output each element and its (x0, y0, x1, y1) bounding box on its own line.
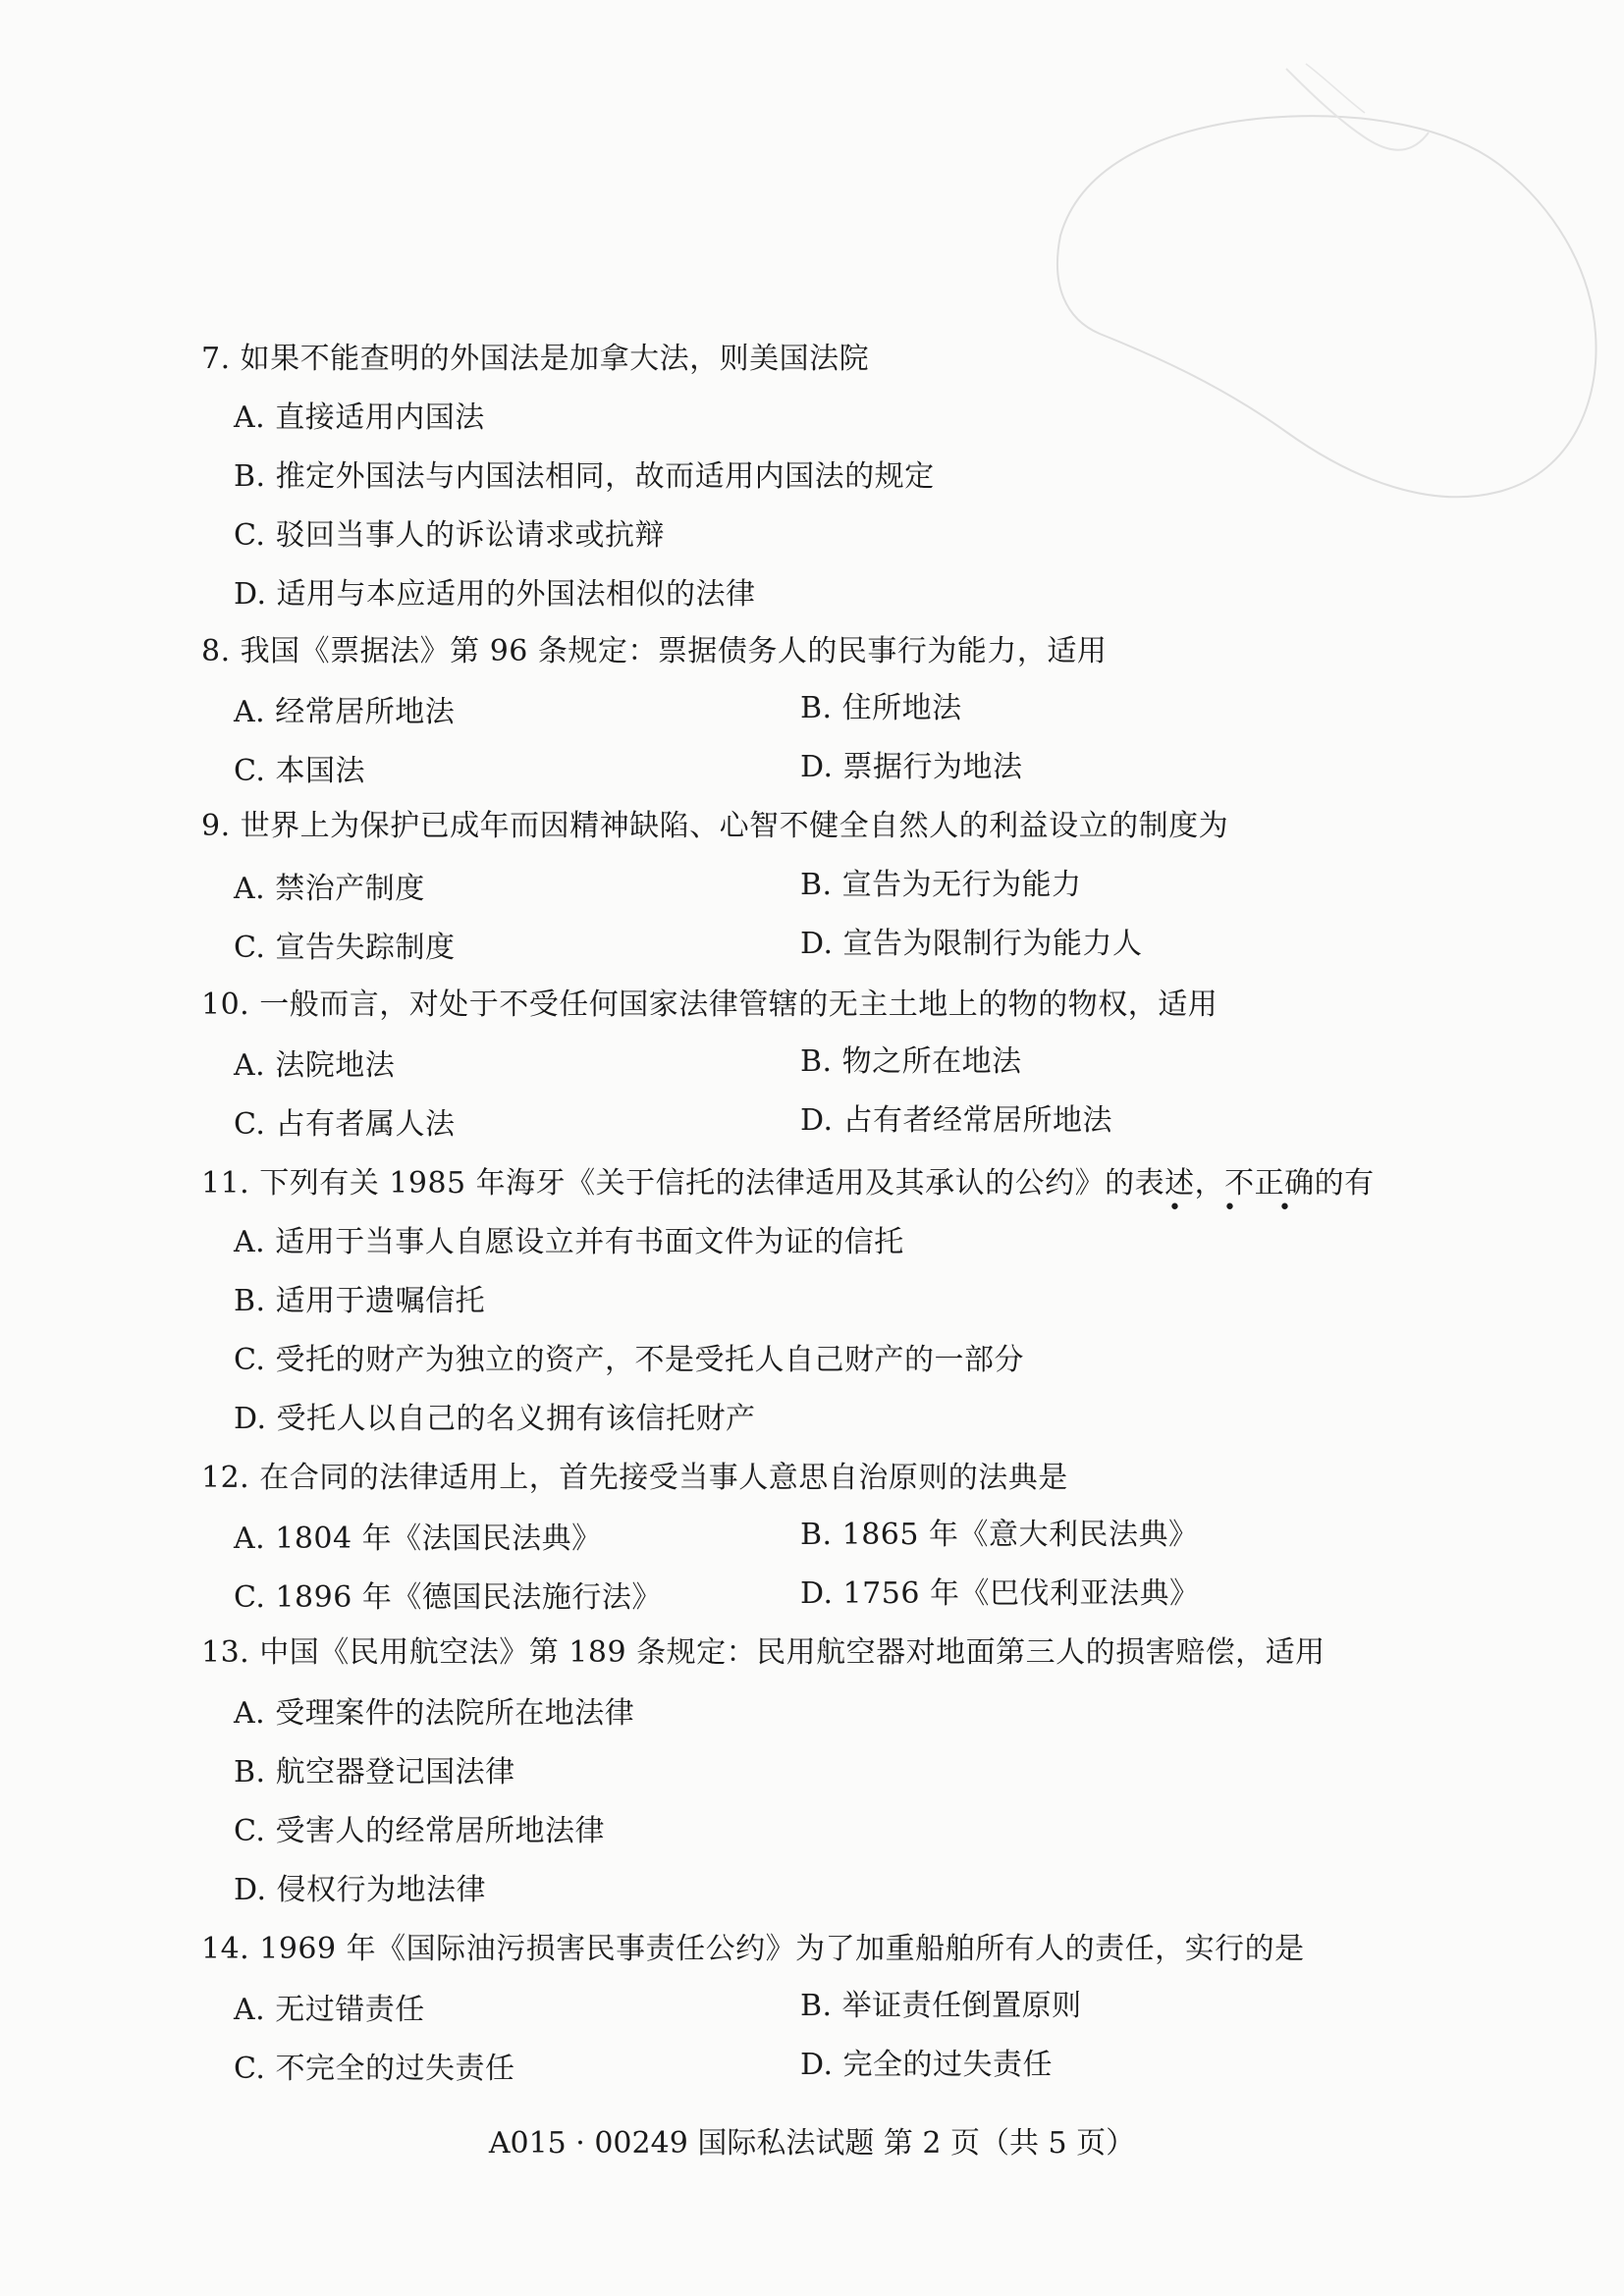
emphasis-dots: • • • (1168, 1196, 1309, 1220)
question-9-option-a[interactable]: A. 禁治产制度 (234, 872, 425, 906)
question-7-stem: 7. 如果不能查明的外国法是加拿大法，则美国法院 (201, 342, 870, 376)
question-13-stem: 13. 中国《民用航空法》第 189 条规定：民用航空器对地面第三人的损害赔偿，适用 (201, 1635, 1326, 1670)
question-9-option-c[interactable]: C. 宣告失踪制度 (234, 931, 456, 965)
question-7-option-c[interactable]: C. 驳回当事人的诉讼请求或抗辩 (234, 518, 665, 553)
question-11-option-d[interactable]: D. 受托人以自己的名义拥有该信托财产 (234, 1402, 756, 1436)
question-10-option-b[interactable]: B. 物之所在地法 (800, 1044, 1022, 1079)
pencil-sketch (1041, 59, 1610, 530)
question-7-option-b[interactable]: B. 推定外国法与内国法相同，故而适用内国法的规定 (234, 459, 935, 494)
question-11-option-c[interactable]: C. 受托的财产为独立的资产，不是受托人自己财产的一部分 (234, 1343, 1024, 1377)
question-10-stem: 10. 一般而言，对处于不受任何国家法律管辖的无主土地上的物的物权，适用 (201, 988, 1218, 1022)
question-9-stem: 9. 世界上为保护已成年而因精神缺陷、心智不健全自然人的利益设立的制度为 (201, 809, 1229, 843)
question-14-option-c[interactable]: C. 不完全的过失责任 (234, 2052, 515, 2086)
question-9-option-b[interactable]: B. 宣告为无行为能力 (800, 868, 1082, 902)
question-11-option-b[interactable]: B. 适用于遗嘱信托 (234, 1284, 486, 1318)
question-13-option-d[interactable]: D. 侵权行为地法律 (234, 1873, 487, 1907)
question-11-stem: 11. 下列有关 1985 年海牙《关于信托的法律适用及其承认的公约》的表述，不正确的有 (201, 1166, 1375, 1201)
question-14-stem: 14. 1969 年《国际油污损害民事责任公约》为了加重船舶所有人的责任，实行的是 (201, 1932, 1305, 1966)
question-13-option-a[interactable]: A. 受理案件的法院所在地法律 (234, 1696, 635, 1731)
question-8-option-c[interactable]: C. 本国法 (234, 754, 365, 788)
question-12-option-b[interactable]: B. 1865 年《意大利民法典》 (800, 1518, 1199, 1552)
question-13-option-b[interactable]: B. 航空器登记国法律 (234, 1755, 515, 1789)
question-12-option-c[interactable]: C. 1896 年《德国民法施行法》 (234, 1580, 662, 1615)
question-10-option-d[interactable]: D. 占有者经常居所地法 (800, 1103, 1113, 1138)
question-9-option-d[interactable]: D. 宣告为限制行为能力人 (800, 927, 1143, 961)
question-8-option-b[interactable]: B. 住所地法 (800, 691, 962, 725)
question-7-option-a[interactable]: A. 直接适用内国法 (234, 400, 485, 435)
question-7-option-d[interactable]: D. 适用与本应适用的外国法相似的法律 (234, 577, 756, 612)
question-12-stem: 12. 在合同的法律适用上，首先接受当事人意思自治原则的法典是 (201, 1461, 1068, 1495)
question-10-option-a[interactable]: A. 法院地法 (234, 1048, 396, 1083)
question-14-option-d[interactable]: D. 完全的过失责任 (800, 2048, 1054, 2082)
question-8-option-a[interactable]: A. 经常居所地法 (234, 695, 456, 729)
question-14-option-b[interactable]: B. 举证责任倒置原则 (800, 1989, 1082, 2023)
question-11-option-a[interactable]: A. 适用于当事人自愿设立并有书面文件为证的信托 (234, 1225, 904, 1259)
question-10-option-c[interactable]: C. 占有者属人法 (234, 1107, 456, 1142)
question-8-option-d[interactable]: D. 票据行为地法 (800, 750, 1023, 784)
question-13-option-c[interactable]: C. 受害人的经常居所地法律 (234, 1814, 605, 1848)
question-14-option-a[interactable]: A. 无过错责任 (234, 1993, 425, 2027)
page-footer: A015 · 00249 国际私法试题 第 2 页（共 5 页） (488, 2126, 1136, 2161)
question-8-stem: 8. 我国《票据法》第 96 条规定：票据债务人的民事行为能力，适用 (201, 634, 1108, 668)
question-12-option-d[interactable]: D. 1756 年《巴伐利亚法典》 (800, 1576, 1200, 1611)
question-12-option-a[interactable]: A. 1804 年《法国民法典》 (234, 1522, 602, 1556)
